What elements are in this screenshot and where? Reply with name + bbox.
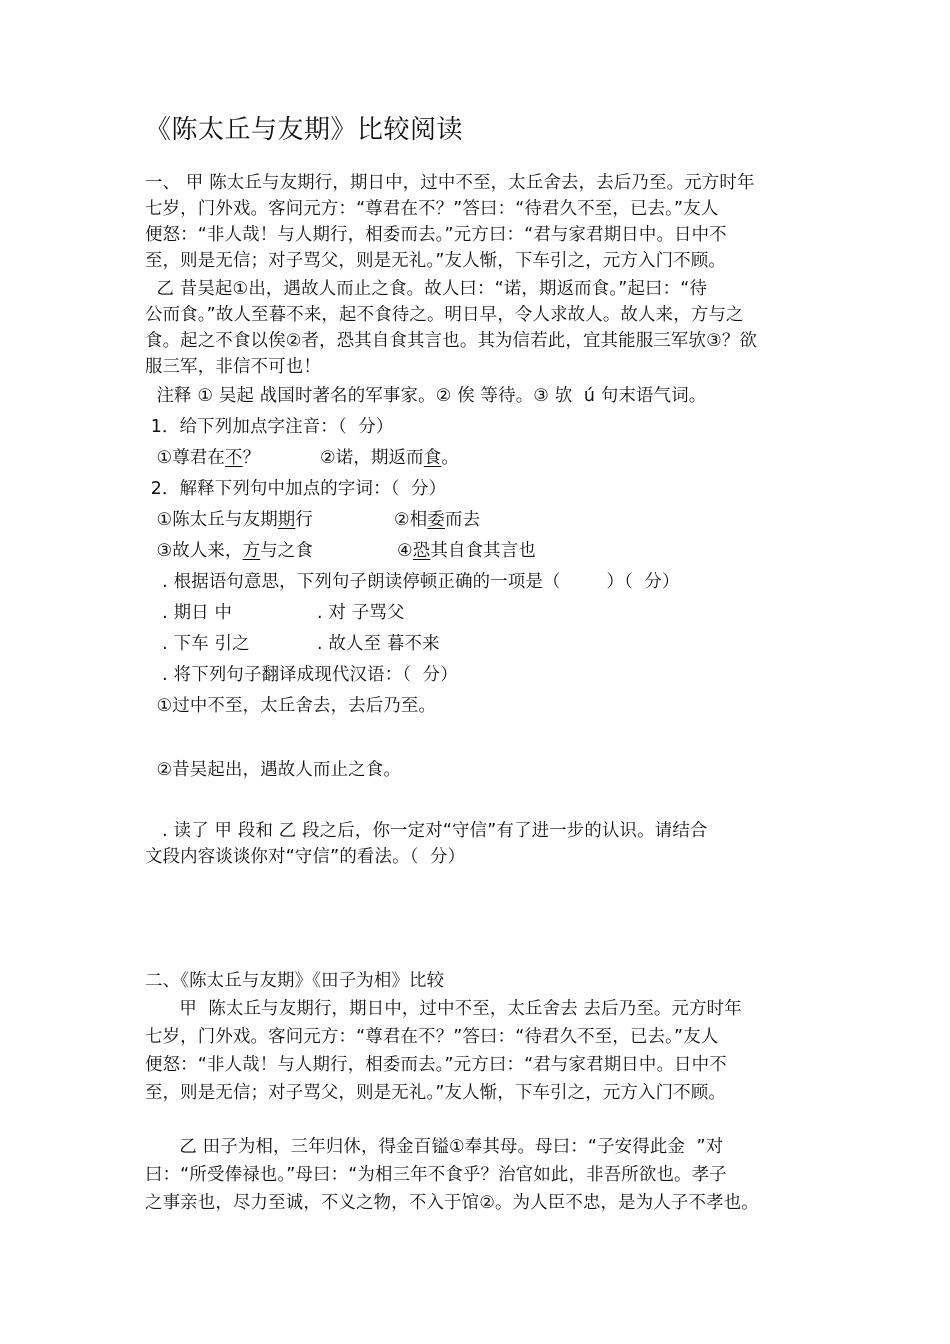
q1-a1-pre: ①尊君在: [145, 448, 226, 468]
sec1-jia-line-1: 一、 甲 陈太丘与友期行，期日中，过中不至，太丘舍去，去后乃至。元方时年: [145, 173, 755, 193]
sec1-yi-line-3: 食。起之不食以俟②者，恐其自食其言也。其为信若此，宜其能服三军欤③？欲: [145, 331, 758, 351]
sec1-yi-line-4: 服三军，非信不可也！: [145, 357, 321, 377]
question-3-option-c: . 下车 引之: [145, 634, 250, 654]
q2-a4-pre: ④: [397, 541, 413, 561]
q1-a2-pre: ②诺，期返而: [320, 448, 424, 468]
q1-a2-post: 。: [441, 448, 459, 468]
sec1-jia-line-3: 便怒：“非人哉！与人期行，相委而去。”元方曰：“君与家君期日中。日中不: [145, 225, 727, 245]
sec2-jia-line-1: 甲 陈太丘与友期行，期日中，过中不至，太丘舍去 去后乃至。元方时年: [145, 999, 742, 1019]
question-4-sentence-1: ①过中不至，太丘舍去，去后乃至。: [145, 696, 437, 716]
sec2-yi-line-3: 之事亲也，尽力至诚，不义之物，不入于馆②。为人臣不忠，是为人子不孝也。: [145, 1193, 759, 1213]
q1-a2-marked: 食: [423, 448, 442, 468]
q2-a3-post: 与之食: [260, 541, 313, 561]
question-2-item-2: [394, 507, 480, 533]
sec1-jia-line-2: 七岁，门外戏。客问元方：“尊君在不？”答曰：“待君久不至，已去。”友人: [145, 199, 719, 219]
question-1-stem: 1．给下列加点字注音：（ 分）: [145, 417, 394, 437]
question-2-item-4: [397, 538, 536, 564]
sec2-yi-line-1: 乙 田子为相，三年归休，得金百镒①奉其母。母曰：“子安得此金 ”对: [145, 1137, 724, 1157]
question-1-item-1: [145, 445, 260, 471]
q2-a1-post: 行: [295, 510, 313, 530]
page-title: 《陈太丘与友期》比较阅读: [145, 115, 464, 145]
q2-a2-pre: ②相: [394, 510, 428, 530]
sec1-jia-line-4: 至，则是无信；对子骂父，则是无礼。”友人惭，下车引之，元方入门不顾。: [145, 251, 727, 271]
q1-a1-post: ？: [242, 448, 261, 468]
question-5-line-2: 文段内容谈谈你对“守信”的看法。（ 分）: [145, 847, 466, 867]
sec2-jia-line-3: 便怒：“非人哉！与人期行，相委而去。”元方曰：“君与家君期日中。日中不: [145, 1055, 727, 1075]
question-5-line-1: . 读了 甲 段和 乙 段之后，你一定对“守信”有了进一步的认识。请结合: [145, 821, 708, 841]
annotation-note: 注释 ① 吴起 战国时著名的军事家。② 俟 等待。③ 欤 ú 句末语气词。: [145, 386, 707, 406]
sec1-yi-line-1: 乙 昔吴起①出，遇故人而止之食。故人曰：“诺，期返而食。”起曰：“待: [145, 279, 708, 299]
q2-a1-pre: ①陈太丘与友期: [145, 510, 278, 530]
question-2-stem: 2．解释下列句中加点的字词：（ 分）: [145, 479, 447, 499]
q2-a2-marked: 委: [427, 510, 445, 530]
question-4-sentence-2: ②昔吴起出，遇故人而止之食。: [145, 760, 401, 780]
q2-a4-marked: 恐: [412, 541, 431, 561]
q2-a2-post: 而去: [444, 510, 481, 530]
q2-a3-pre: ③故人来，: [145, 541, 243, 561]
question-3-option-b: . 对 子骂父: [317, 603, 405, 623]
q2-a3-marked: 方: [242, 541, 261, 561]
question-4-stem: . 将下列句子翻译成现代汉语：（ 分）: [145, 665, 458, 685]
question-2-item-3: [145, 538, 313, 564]
q1-a1-marked: 不: [225, 448, 243, 468]
question-1-item-2: [320, 445, 459, 471]
sec2-jia-line-2: 七岁，门外戏。客问元方：“尊君在不？”答曰：“待君久不至，已去。”友人: [145, 1027, 719, 1047]
sec1-yi-line-2: 公而食。”故人至暮不来，起不食待之。明日早，令人求故人。故人来，方与之: [145, 305, 744, 325]
section-2-heading: 二、《陈太丘与友期》《田子为相》比较: [145, 971, 445, 991]
sec2-jia-line-4: 至，则是无信；对子骂父，则是无礼。”友人惭，下车引之，元方入门不顾。: [145, 1083, 727, 1103]
question-3-stem: . 根据语句意思，下列句子朗读停顿正确的一项是（ ）（ 分）: [145, 572, 680, 592]
sec2-yi-line-2: 曰：“所受俸禄也。”母曰：“为相三年不食乎？治官如此，非吾所欲也。孝子: [145, 1165, 727, 1185]
question-3-option-d: . 故人至 暮不来: [317, 634, 440, 654]
q2-a1-marked: 期: [277, 510, 296, 530]
question-3-option-a: . 期日 中: [145, 603, 233, 623]
q2-a4-post: 其自食其言也: [430, 541, 536, 561]
question-2-item-1: [145, 507, 313, 533]
